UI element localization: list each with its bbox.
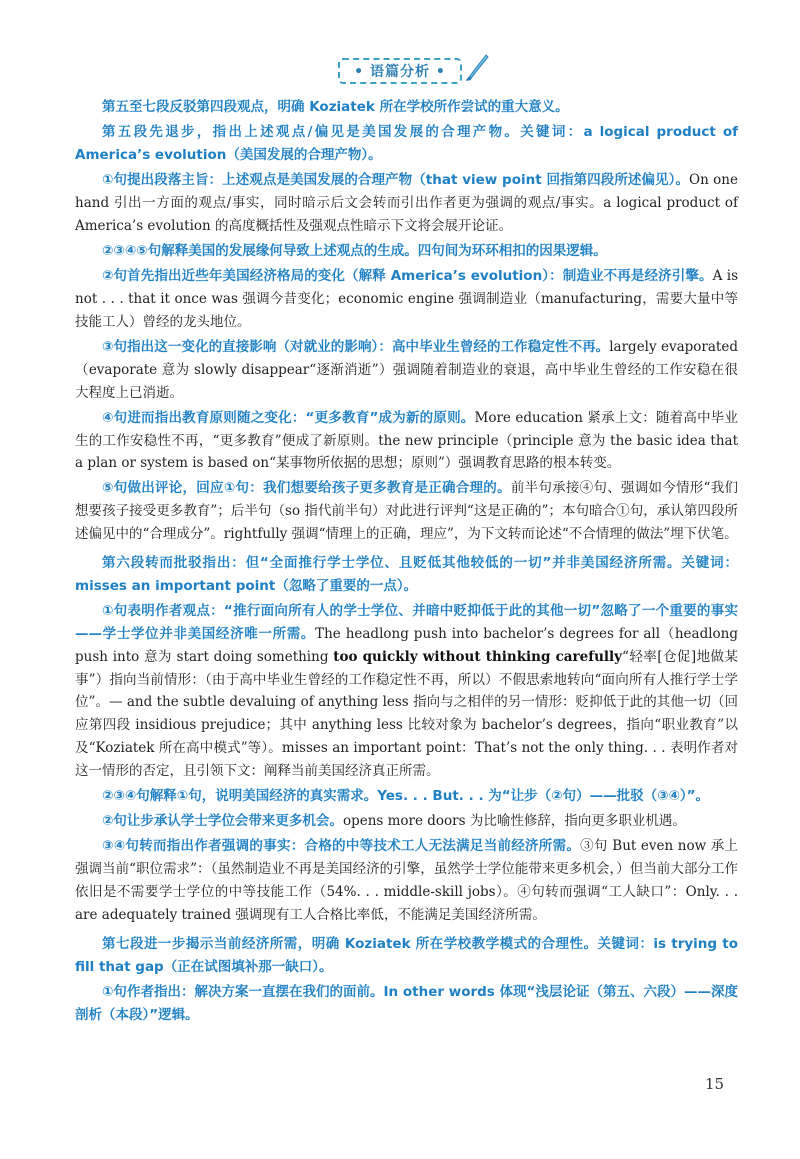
brush-icon (464, 52, 490, 82)
highlight-text: ③④句转而指出作者强调的事实：合格的中等技术工人无法满足当前经济所需。 (102, 838, 581, 855)
body-text: ③句 But even now 承上强调当前“职位需求”：（虽然制造业不再是美国经济的引擎，虽然学士学位能带来更多机会，）但当前大部分工作依旧是不需要学士学位的中等技能工作（54%. . . middle-skill jobs）。④句转而强调“工人缺口”：Only. . . are adequately trained 强调现有工人合格比率低，不能满足美国经济所需。 (75, 838, 738, 923)
paragraph (75, 240, 738, 263)
highlight-text: ②③④句解释①句，说明美国经济的真实需求。Yes. . . But. . . 为“让步（②句）——批驳（③④）”。 (102, 788, 710, 805)
highlight-text: ②句首先指出近些年美国经济格局的变化（解释 America’s evolution）：制造业不再是经济引擎。 (102, 268, 713, 285)
bold-text: too quickly without thinking carefully (333, 648, 622, 665)
highlight-text: ②句让步承认学士学位会带来更多机会。 (102, 813, 343, 830)
highlight-text: ①句提出段落主旨：上述观点是美国发展的合理产物（that view point 回指第四段所述偏见）。 (102, 172, 690, 189)
paragraph (75, 265, 738, 333)
paragraph (75, 835, 738, 926)
highlight-text: ①句作者指出：解决方案一直摆在我们的面前。In other words 体现“浅层论证（第五、六段）——深度剖析（本段）”逻辑。 (75, 983, 738, 1023)
paragraph (75, 810, 738, 833)
paragraph (75, 407, 738, 475)
analysis-body (75, 96, 738, 1029)
body-text: 前半句承接④句、强调如今情形“我们想要孩子接受更多教育”；后半句（so 指代前半句）对此进行评判“这是正确的”；本句暗合①句，承认第四段所述偏见中的“合理成分”。rightfully 强调“情理上的正确，理应”，为下文转而论述“不合情理的做法”埋下伏笔。 (75, 480, 738, 543)
body-text: “轻率[仓促]地做某事”）指向当前情形：（由于高中毕业生曾经的工作稳定性不再，所以）不假思索地转向“面向所有人推行学士学位”。— and the subtle devaluing of anything less 指向与之相伴的另一情形：贬抑低于此的其他一切（回应第四段 insidious prejudice；其中 anything less 比较对象为 bachelor’s degrees，指向“职业教育”以及“Koziatek 所在高中模式”等）。misses an important point：That’s not the only thing. . . 表明作者对这一情形的否定，且引领下文：阐释当前美国经济真正所需。 (75, 648, 738, 779)
highlight-text: ②③④⑤句解释美国的发展缘何导致上述观点的生成。四句间为环环相扣的因果逻辑。 (102, 242, 607, 259)
paragraph (75, 981, 738, 1027)
paragraph (75, 169, 738, 237)
highlight-text: ③句指出这一变化的直接影响（对就业的影响）：高中毕业生曾经的工作稳定性不再。 (102, 338, 610, 355)
section-title: • 语篇分析 • (338, 58, 462, 84)
paragraph (75, 121, 738, 167)
highlight-text: ⑤句做出评论，回应①句：我们想要给孩子更多教育是正确合理的。 (102, 480, 511, 497)
highlight-text: 第七段进一步揭示当前经济所需，明确 Koziatek 所在学校教学模式的合理性。关键词：is trying to fill that gap（正在试图填补那一缺口）。 (75, 935, 738, 975)
body-text: More education 紧承上文：随着高中毕业生的工作安稳性不再，“更多教育”便成了新原则。the new principle（principle 意为 the basic idea that a plan or system is based on“某事物所依据的思想；原则”）强调教育思路的根本转变。 (75, 409, 738, 472)
paragraph (75, 336, 738, 404)
highlight-text: 第六段转而批驳指出：但“全面推行学士学位、且贬低其他较低的一切”并非美国经济所需。关键词：misses an important point（忽略了重要的一点）。 (75, 555, 738, 595)
highlight-text: ①句表明作者观点：“推行面向所有人的学士学位、并暗中贬抑低于此的其他一切”忽略了一个重要的事实——学士学位并非美国经济唯一所需。 (75, 603, 738, 643)
highlight-text: ④句进而指出教育原则随之变化：“更多教育”成为新的原则。 (102, 409, 475, 426)
page-number: 15 (705, 1075, 725, 1093)
paragraph (75, 933, 738, 979)
paragraph (75, 477, 738, 545)
paragraph (75, 552, 738, 598)
paragraph (75, 600, 738, 782)
body-text: On one hand 引出一方面的观点/事实，同时暗示后文会转而引出作者更为强调的观点/事实。a logical product of America’s evolution 的高度概括性及强观点性暗示下文将会展开论证。 (75, 172, 738, 234)
paragraph (75, 96, 738, 119)
highlight-text: 第五至七段反驳第四段观点，明确 Koziatek 所在学校所作尝试的重大意义。 (102, 99, 569, 115)
section-header (0, 58, 800, 84)
body-text: A is not . . . that it once was 强调今昔变化；economic engine 强调制造业（manufacturing，需要大量中等技能工人）曾经的龙头地位。 (75, 268, 738, 330)
section-title-text: 语篇分析 (370, 64, 430, 80)
body-text: opens more doors 为比喻性修辞，指向更多职业机遇。 (342, 813, 686, 830)
body-text: The headlong push into bachelor’s degrees for all（headlong push into 意为 start doing something (75, 626, 739, 665)
body-text: largely evaporated（evaporate 意为 slowly disappear“逐渐消逝”）强调随着制造业的衰退，高中毕业生曾经的工作安稳在很大程度上已消逝。 (75, 338, 738, 401)
paragraph (75, 785, 738, 808)
highlight-text: 第五段先退步，指出上述观点/偏见是美国发展的合理产物。关键词：a logical product of America’s evolution（美国发展的合理产物）。 (75, 124, 738, 163)
